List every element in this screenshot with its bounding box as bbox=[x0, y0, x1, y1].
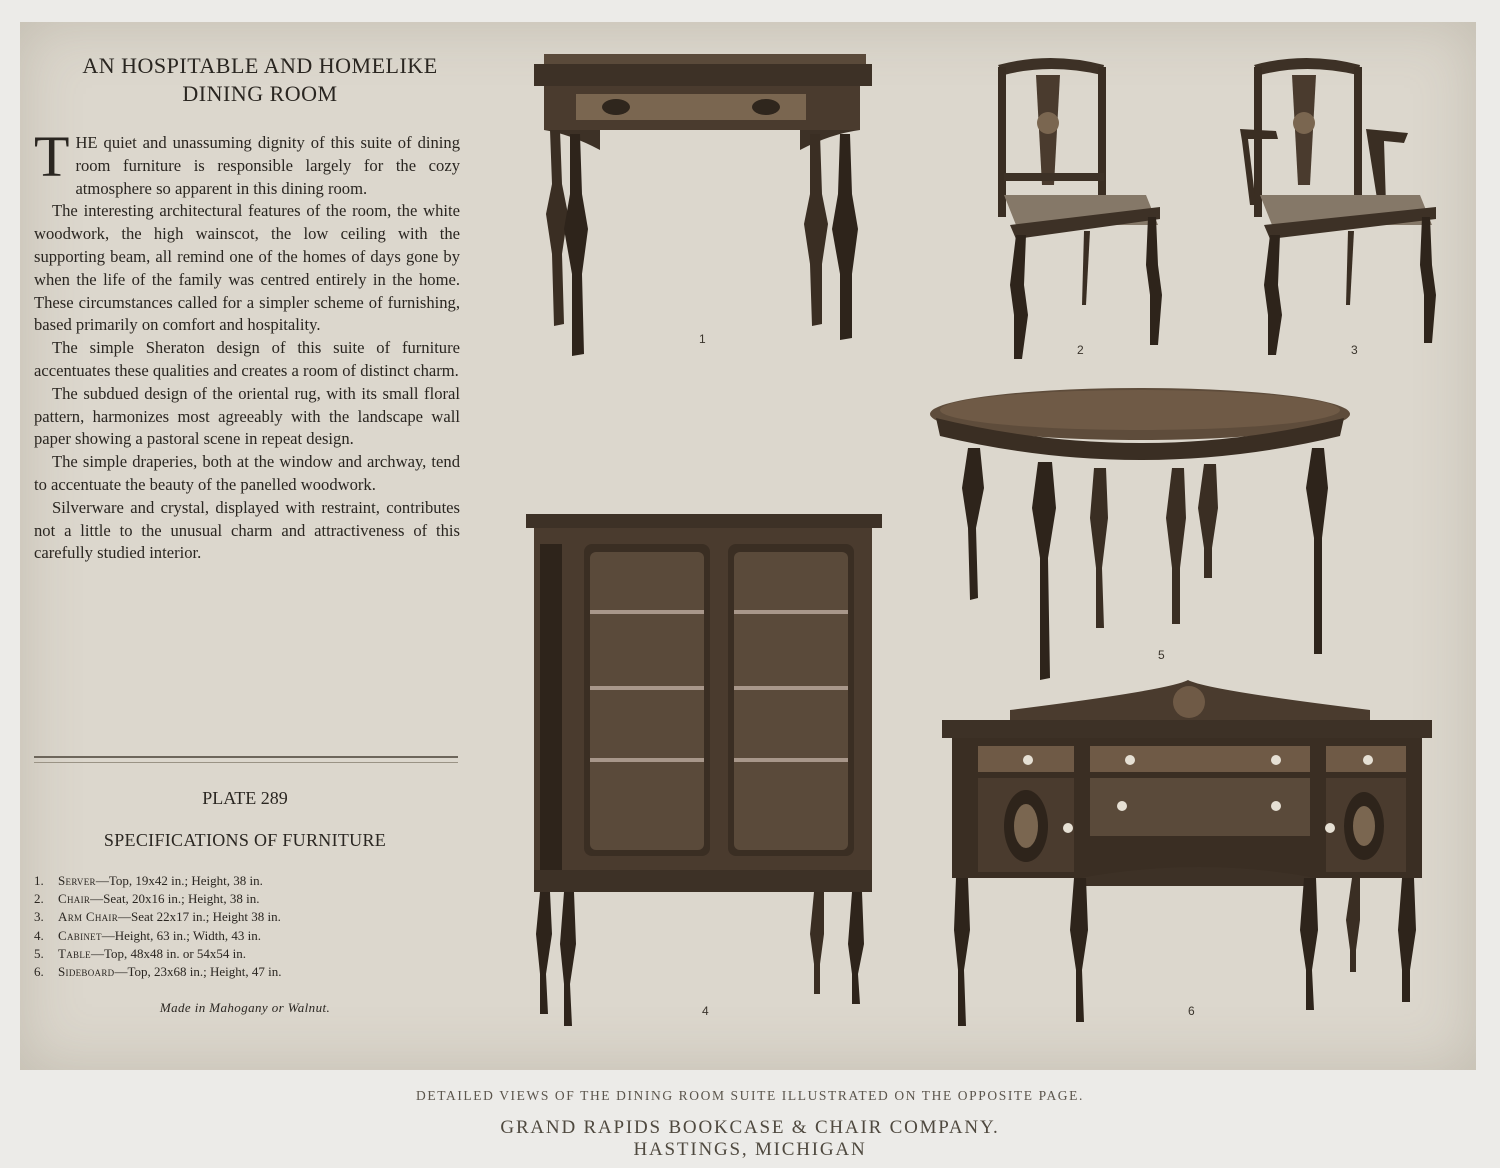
paragraph-2: The interesting architectural features of the room, the white woodwork, the high wainscot, the low ceiling with the supporting beam, all remind one of the homes of days gone by when the life of the family was centred entirely in the home. These circumstances called for a simpler scheme of furnishing, based primarily on comfort and hospitality. bbox=[34, 201, 460, 335]
spec-number: 2. bbox=[34, 891, 44, 907]
article-title-line2: DINING ROOM bbox=[182, 81, 338, 106]
arm-chair-image bbox=[1236, 55, 1442, 361]
spec-number: 1. bbox=[34, 873, 44, 888]
spec-name: Chair bbox=[58, 891, 91, 907]
section-divider bbox=[34, 756, 458, 763]
figure-number-4: 4 bbox=[702, 1004, 709, 1018]
spec-number: 6. bbox=[34, 964, 44, 980]
company-name: GRAND RAPIDS BOOKCASE & CHAIR COMPANY. bbox=[500, 1117, 1000, 1138]
paragraph-1-text: HE quiet and unassuming dignity of this suite of dining room furniture is responsible largely for the cozy atmosphere so apparent in this dining room. bbox=[75, 133, 460, 198]
paragraph-1 bbox=[34, 124, 460, 200]
spec-detail: —Seat, 20x16 in.; Height, 38 in. bbox=[90, 891, 260, 907]
spec-detail: —Top, 19x42 in.; Height, 38 in. bbox=[95, 873, 263, 888]
spec-number: 5. bbox=[34, 945, 44, 961]
figure-number-6: 6 bbox=[1188, 1004, 1195, 1018]
spec-item bbox=[34, 890, 464, 908]
company-location: HASTINGS, MICHIGAN bbox=[633, 1139, 867, 1160]
spec-item bbox=[34, 927, 464, 945]
specifications-title: SPECIFICATIONS OF FURNITURE bbox=[103, 830, 387, 850]
spec-detail: —Top, 48x48 in. or 54x54 in. bbox=[90, 945, 247, 961]
spec-name: Table bbox=[58, 945, 91, 961]
paragraph-5: The simple draperies, both at the window and archway, tend to accentuate the beauty of the panelled woodwork. bbox=[34, 452, 460, 494]
server-image bbox=[530, 54, 876, 360]
spec-detail: —Seat 22x17 in.; Height 38 in. bbox=[118, 909, 281, 925]
material-note: Made in Mahogany or Walnut. bbox=[159, 1000, 331, 1015]
spec-number: 4. bbox=[34, 927, 44, 943]
chair-image bbox=[990, 55, 1166, 365]
spec-number: 3. bbox=[34, 909, 44, 925]
plate-caption: DETAILED VIEWS OF THE DINING ROOM SUITE ILLUSTRATED ON THE OPPOSITE PAGE. bbox=[416, 1088, 1084, 1103]
spec-name: Server bbox=[58, 873, 96, 888]
spec-detail: —Height, 63 in.; Width, 43 in. bbox=[101, 927, 261, 943]
article-body bbox=[34, 124, 460, 565]
paragraph-6: Silverware and crystal, displayed with restraint, contributes not a little to the unusual charm and attractiveness of this carefully studied interior. bbox=[34, 497, 460, 563]
spec-item bbox=[34, 908, 464, 926]
figure-number-1: 1 bbox=[699, 332, 706, 346]
paragraph-3: The simple Sheraton design of this suite of furniture accentuates these qualities and creates a room of distinct charm. bbox=[34, 338, 460, 380]
plate-number: PLATE 289 bbox=[202, 788, 288, 808]
article-title-line1: AN HOSPITABLE AND HOMELIKE bbox=[82, 53, 438, 78]
specifications-list bbox=[34, 872, 464, 981]
figure-number-2: 2 bbox=[1077, 343, 1084, 357]
spec-name: Arm Chair bbox=[58, 909, 119, 925]
figure-number-5: 5 bbox=[1158, 648, 1165, 662]
company-credit bbox=[0, 1117, 1500, 1161]
spec-name: Cabinet bbox=[58, 927, 102, 943]
spec-name: Sideboard bbox=[58, 964, 115, 980]
table-image bbox=[928, 388, 1352, 688]
drop-cap: T bbox=[34, 124, 70, 189]
spec-detail: —Top, 23x68 in.; Height, 47 in. bbox=[114, 964, 282, 980]
spec-item bbox=[34, 945, 464, 963]
figure-number-3: 3 bbox=[1351, 343, 1358, 357]
spec-item bbox=[34, 963, 464, 981]
sideboard-image bbox=[940, 680, 1436, 1030]
article-title bbox=[30, 52, 490, 108]
paragraph-4: The subdued design of the oriental rug, with its small floral pattern, harmonizes most agreeably with the landscape wall paper showing a pastoral scene in repeat design. bbox=[34, 383, 460, 449]
cabinet-image bbox=[526, 514, 882, 1030]
spec-item bbox=[34, 872, 464, 890]
